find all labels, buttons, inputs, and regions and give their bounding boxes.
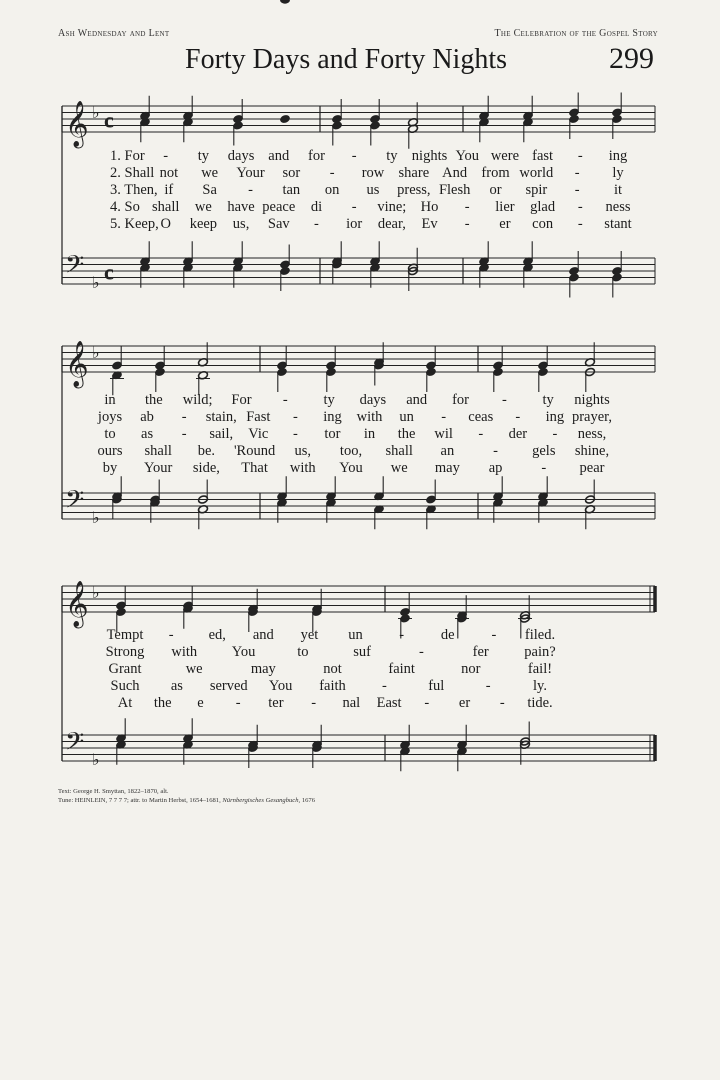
verse-4-lyric-line	[0, 678, 720, 695]
bass-clef-icon: 𝄢	[65, 727, 85, 763]
lyric-syllable: glad	[530, 199, 556, 215]
lyric-syllable: lier	[495, 199, 515, 215]
lyric-syllable: -	[501, 392, 507, 408]
lyric-syllable: share	[398, 165, 430, 181]
lyric-syllable: in	[104, 392, 116, 408]
lyric-syllable: we	[390, 460, 408, 476]
lyric-syllable: de	[440, 627, 455, 643]
lyric-syllable: be.	[197, 443, 216, 459]
lyric-syllable: side,	[192, 460, 220, 476]
lyric-syllable: pear	[579, 460, 605, 476]
treble-clef-icon: 𝄞	[65, 341, 89, 387]
lyric-syllable: er	[499, 216, 511, 232]
lyric-syllable: ceas	[468, 409, 494, 425]
flat-key-signature-icon: ♭	[92, 343, 100, 362]
flat-key-signature-icon: ♭	[92, 750, 100, 769]
lyric-syllable: -	[292, 409, 298, 425]
lyric-syllable: have	[227, 199, 255, 215]
lyric-syllable: dear,	[377, 216, 406, 232]
bass-staff	[62, 718, 655, 771]
lyric-syllable: the	[397, 426, 416, 442]
lyric-syllable: spir	[525, 182, 548, 198]
lyric-syllable: -	[478, 426, 484, 442]
lyric-syllable: -	[163, 148, 169, 164]
lyric-syllable: nights	[411, 148, 448, 164]
lyric-syllable: ness,	[577, 426, 607, 442]
treble-clef-icon: 𝄞	[65, 581, 89, 627]
lyric-syllable: You	[231, 644, 256, 660]
lyric-syllable: -	[419, 644, 424, 660]
lyric-syllable: for	[307, 148, 325, 164]
lyric-syllable: Your	[236, 165, 265, 181]
lyric-syllable: -	[577, 148, 583, 164]
lyric-syllable: Grant	[108, 661, 142, 677]
lyric-syllable: may	[250, 661, 276, 677]
lyric-syllable: Sa	[202, 182, 217, 198]
lyric-syllable: shall	[151, 199, 180, 215]
flat-key-signature-icon: ♭	[92, 273, 100, 292]
lyric-syllable: ap	[488, 460, 503, 476]
book-section-header: The Celebration of the Gospel Story	[494, 28, 658, 39]
lyric-syllable: fail!	[527, 661, 553, 677]
lyric-syllable: tan	[282, 182, 301, 198]
lyric-syllable: gels	[532, 443, 556, 459]
lyric-syllable: ed,	[208, 627, 226, 643]
lyric-syllable: stain,	[205, 409, 237, 425]
hymn-number: 299	[609, 42, 654, 75]
lyric-syllable: ly.	[533, 678, 547, 694]
lyric-syllable: Flesh	[438, 182, 471, 198]
lyric-syllable: and	[268, 148, 290, 164]
lyric-syllable: der	[508, 426, 528, 442]
lyric-syllable: un	[399, 409, 414, 425]
lyric-syllable: tor	[324, 426, 341, 442]
lyric-syllable: peace	[262, 199, 296, 215]
lyric-syllable: ing	[323, 409, 342, 425]
lyric-syllable: if	[164, 182, 174, 198]
lyric-syllable: us	[366, 182, 380, 198]
flat-key-signature-icon: ♭	[92, 103, 100, 122]
lyric-syllable: At	[117, 695, 133, 711]
lyric-syllable: For	[231, 392, 252, 408]
lyric-syllable: from	[481, 165, 510, 181]
flat-key-signature-icon: ♭	[92, 583, 100, 602]
lyric-syllable: with	[356, 409, 383, 425]
tune-credit-year: 1676	[300, 797, 316, 804]
verse-3-lyric-line	[0, 661, 720, 678]
lyric-syllable: You	[268, 678, 293, 694]
lyric-syllable: ab	[140, 409, 154, 425]
lyric-syllable: as	[141, 426, 154, 442]
lyric-syllable: wil	[434, 426, 453, 442]
lyric-syllable: Your	[144, 460, 173, 476]
lyric-syllable: on	[324, 182, 340, 198]
lyric-syllable: as	[170, 678, 183, 694]
lyric-syllable: Strong	[105, 644, 145, 660]
lyric-syllable: -	[485, 678, 491, 694]
lyric-syllable: O	[160, 216, 171, 232]
lyric-syllable: Ev	[421, 216, 438, 232]
verse-5-lyric-line	[0, 695, 720, 712]
lyric-syllable: suf	[353, 644, 372, 660]
lyric-syllable: ness	[605, 199, 631, 215]
lyric-syllable: filed.	[524, 627, 556, 643]
lyric-syllable: ty	[323, 392, 335, 408]
lyric-syllable: for	[452, 392, 469, 408]
lyric-syllable: You	[339, 460, 363, 476]
lyric-syllable: -	[464, 199, 470, 215]
lyric-syllable: faith	[319, 678, 346, 694]
lyric-syllable: shine,	[574, 443, 610, 459]
lyric-syllable: -	[399, 627, 405, 643]
lyric-syllable: wild;	[182, 392, 213, 408]
lyric-syllable: ing	[608, 148, 628, 164]
lyric-syllable: we	[201, 165, 219, 181]
lyric-syllable: -	[441, 409, 447, 425]
lyric-syllable: to	[104, 426, 116, 442]
tune-credit-main: Tune: HEINLEIN, 7 7 7 7; attr. to Martin Herbst, 1654–1681,	[58, 797, 223, 804]
lyric-syllable: -	[499, 695, 505, 711]
verse-2-lyric-line	[0, 644, 720, 661]
lyric-syllable: di	[310, 199, 323, 215]
lyric-syllable: -	[311, 695, 317, 711]
lyric-syllable: us,	[294, 443, 312, 459]
lyric-syllable: joys	[97, 409, 123, 425]
verse-1-lyric-line	[0, 627, 720, 644]
lyric-syllable: -	[235, 695, 241, 711]
lyric-syllable: Ho	[420, 199, 439, 215]
lyric-syllable: -	[168, 627, 174, 643]
lyric-syllable: con	[532, 216, 554, 232]
lyric-syllable: the	[144, 392, 163, 408]
lyric-syllable: ful	[428, 678, 445, 694]
lyric-syllable: -	[351, 148, 357, 164]
lyric-syllable: shall	[144, 443, 172, 459]
lyric-syllable: not	[323, 661, 342, 677]
section-header: Ash Wednesday and Lent	[58, 28, 170, 39]
lyric-syllable: -	[577, 216, 583, 232]
lyric-syllable: were	[490, 148, 520, 164]
lyric-syllable: row	[361, 165, 385, 181]
lyric-syllable: ter	[268, 695, 284, 711]
lyric-syllable: keep	[189, 216, 218, 232]
lyric-syllable: it	[613, 182, 623, 198]
tune-credit	[58, 796, 315, 805]
lyric-syllable: -	[292, 426, 298, 442]
lyric-syllable: Fast	[246, 409, 271, 425]
lyric-syllable: vine;	[377, 199, 407, 215]
lyric-syllable: 1. For	[110, 148, 145, 164]
lyric-syllable: days	[359, 392, 387, 408]
lyric-syllable: nor	[461, 661, 481, 677]
lyric-syllable: days	[227, 148, 255, 164]
lyric-syllable: or	[489, 182, 502, 198]
lyric-syllable: and	[406, 392, 428, 408]
lyric-syllable: to	[297, 644, 309, 660]
lyric-syllable: by	[102, 460, 118, 476]
lyric-syllable: may	[434, 460, 460, 476]
lyric-syllable: Vic	[248, 426, 269, 442]
lyric-syllable: You	[455, 148, 479, 164]
lyric-syllable: -	[351, 199, 357, 215]
lyric-syllable: we	[194, 199, 212, 215]
lyric-syllable: not	[159, 165, 179, 181]
lyric-syllable: Such	[110, 678, 140, 694]
lyric-syllable: un	[348, 627, 363, 643]
lyric-syllable: world	[519, 165, 554, 181]
lyric-syllable: -	[424, 695, 430, 711]
lyric-syllable: That	[241, 460, 268, 476]
lyric-syllable: -	[493, 443, 499, 459]
lyric-syllable: -	[248, 182, 253, 198]
lyric-syllable: with	[171, 644, 198, 660]
lyric-syllable: Tempt	[106, 627, 144, 643]
tune-credit-source: Nürnbergisches Gesangbuch,	[222, 797, 301, 804]
lyric-syllable: -	[181, 409, 187, 425]
lyric-syllable: 'Round	[233, 443, 276, 459]
lyric-syllable: ty	[197, 148, 210, 164]
lyric-syllable: ty	[542, 392, 554, 408]
hymn-title: Forty Days and Forty Nights	[185, 44, 507, 75]
lyric-syllable: with	[289, 460, 316, 476]
lyric-syllable: -	[329, 165, 335, 181]
lyric-syllable: er	[458, 695, 471, 711]
lyric-syllable: -	[552, 426, 558, 442]
lyric-syllable: faint	[388, 661, 415, 677]
lyric-syllable: stant	[604, 216, 632, 232]
lyric-syllable: -	[464, 216, 470, 232]
flat-key-signature-icon: ♭	[92, 508, 100, 527]
lyric-syllable: -	[515, 409, 521, 425]
lyric-syllable: East	[376, 695, 402, 711]
lyric-syllable: 4. So	[110, 199, 140, 215]
credits	[58, 787, 315, 805]
lyric-syllable: -	[314, 216, 319, 232]
lyric-syllable: fast	[532, 148, 554, 164]
lyric-syllable: us,	[232, 216, 250, 232]
lyric-syllable: tide.	[527, 695, 553, 711]
lyric-syllable: we	[185, 661, 203, 677]
lyric-syllable: -	[541, 460, 547, 476]
text-credit: Text: George H. Smyttan, 1822–1870, alt.	[58, 788, 169, 795]
lyric-syllable: and	[252, 627, 274, 643]
lyric-syllable: pain?	[524, 644, 556, 660]
lyric-syllable: shall	[385, 443, 413, 459]
lyric-syllable: fer	[472, 644, 489, 660]
lyric-syllable: ior	[346, 216, 363, 232]
lyric-syllable: 3. Then,	[110, 182, 158, 198]
common-time-icon: c	[104, 107, 114, 133]
treble-clef-icon: 𝄞	[65, 101, 89, 147]
common-time-icon: c	[104, 259, 114, 285]
bass-clef-icon: 𝄢	[65, 485, 85, 521]
lyric-syllable: an	[440, 443, 455, 459]
lyric-syllable: too,	[339, 443, 363, 459]
lyric-syllable: And	[442, 165, 468, 181]
lyric-syllable: the	[153, 695, 172, 711]
lyric-syllable: -	[577, 199, 583, 215]
lyric-syllable: sor	[282, 165, 301, 181]
lyric-syllable: press,	[397, 182, 431, 198]
lyric-syllable: Sav	[267, 216, 290, 232]
lyric-syllable: ty	[386, 148, 398, 164]
lyric-syllable: 5. Keep,	[110, 216, 159, 232]
lyric-syllable: prayer,	[571, 409, 613, 425]
lyric-syllable: in	[363, 426, 376, 442]
lyric-syllable: nal	[342, 695, 361, 711]
lyric-syllable: -	[181, 426, 187, 442]
lyric-syllable: ours	[97, 443, 123, 459]
lyric-syllable: -	[381, 678, 387, 694]
lyric-syllable: -	[491, 627, 497, 643]
lyric-syllable: sail,	[209, 426, 234, 442]
lyric-syllable: -	[574, 182, 580, 198]
lyric-syllable: -	[282, 392, 288, 408]
lyric-syllable: served	[209, 678, 248, 694]
lyric-syllable: ing	[545, 409, 565, 425]
bass-clef-icon: 𝄢	[65, 250, 85, 286]
lyric-syllable: nights	[574, 392, 610, 408]
lyric-syllable: yet	[300, 627, 319, 643]
lyric-syllable: e	[197, 695, 204, 711]
lyric-syllable: ly	[612, 165, 624, 181]
lyric-syllable: 2. Shall	[110, 165, 155, 181]
lyric-syllable: -	[574, 165, 580, 181]
